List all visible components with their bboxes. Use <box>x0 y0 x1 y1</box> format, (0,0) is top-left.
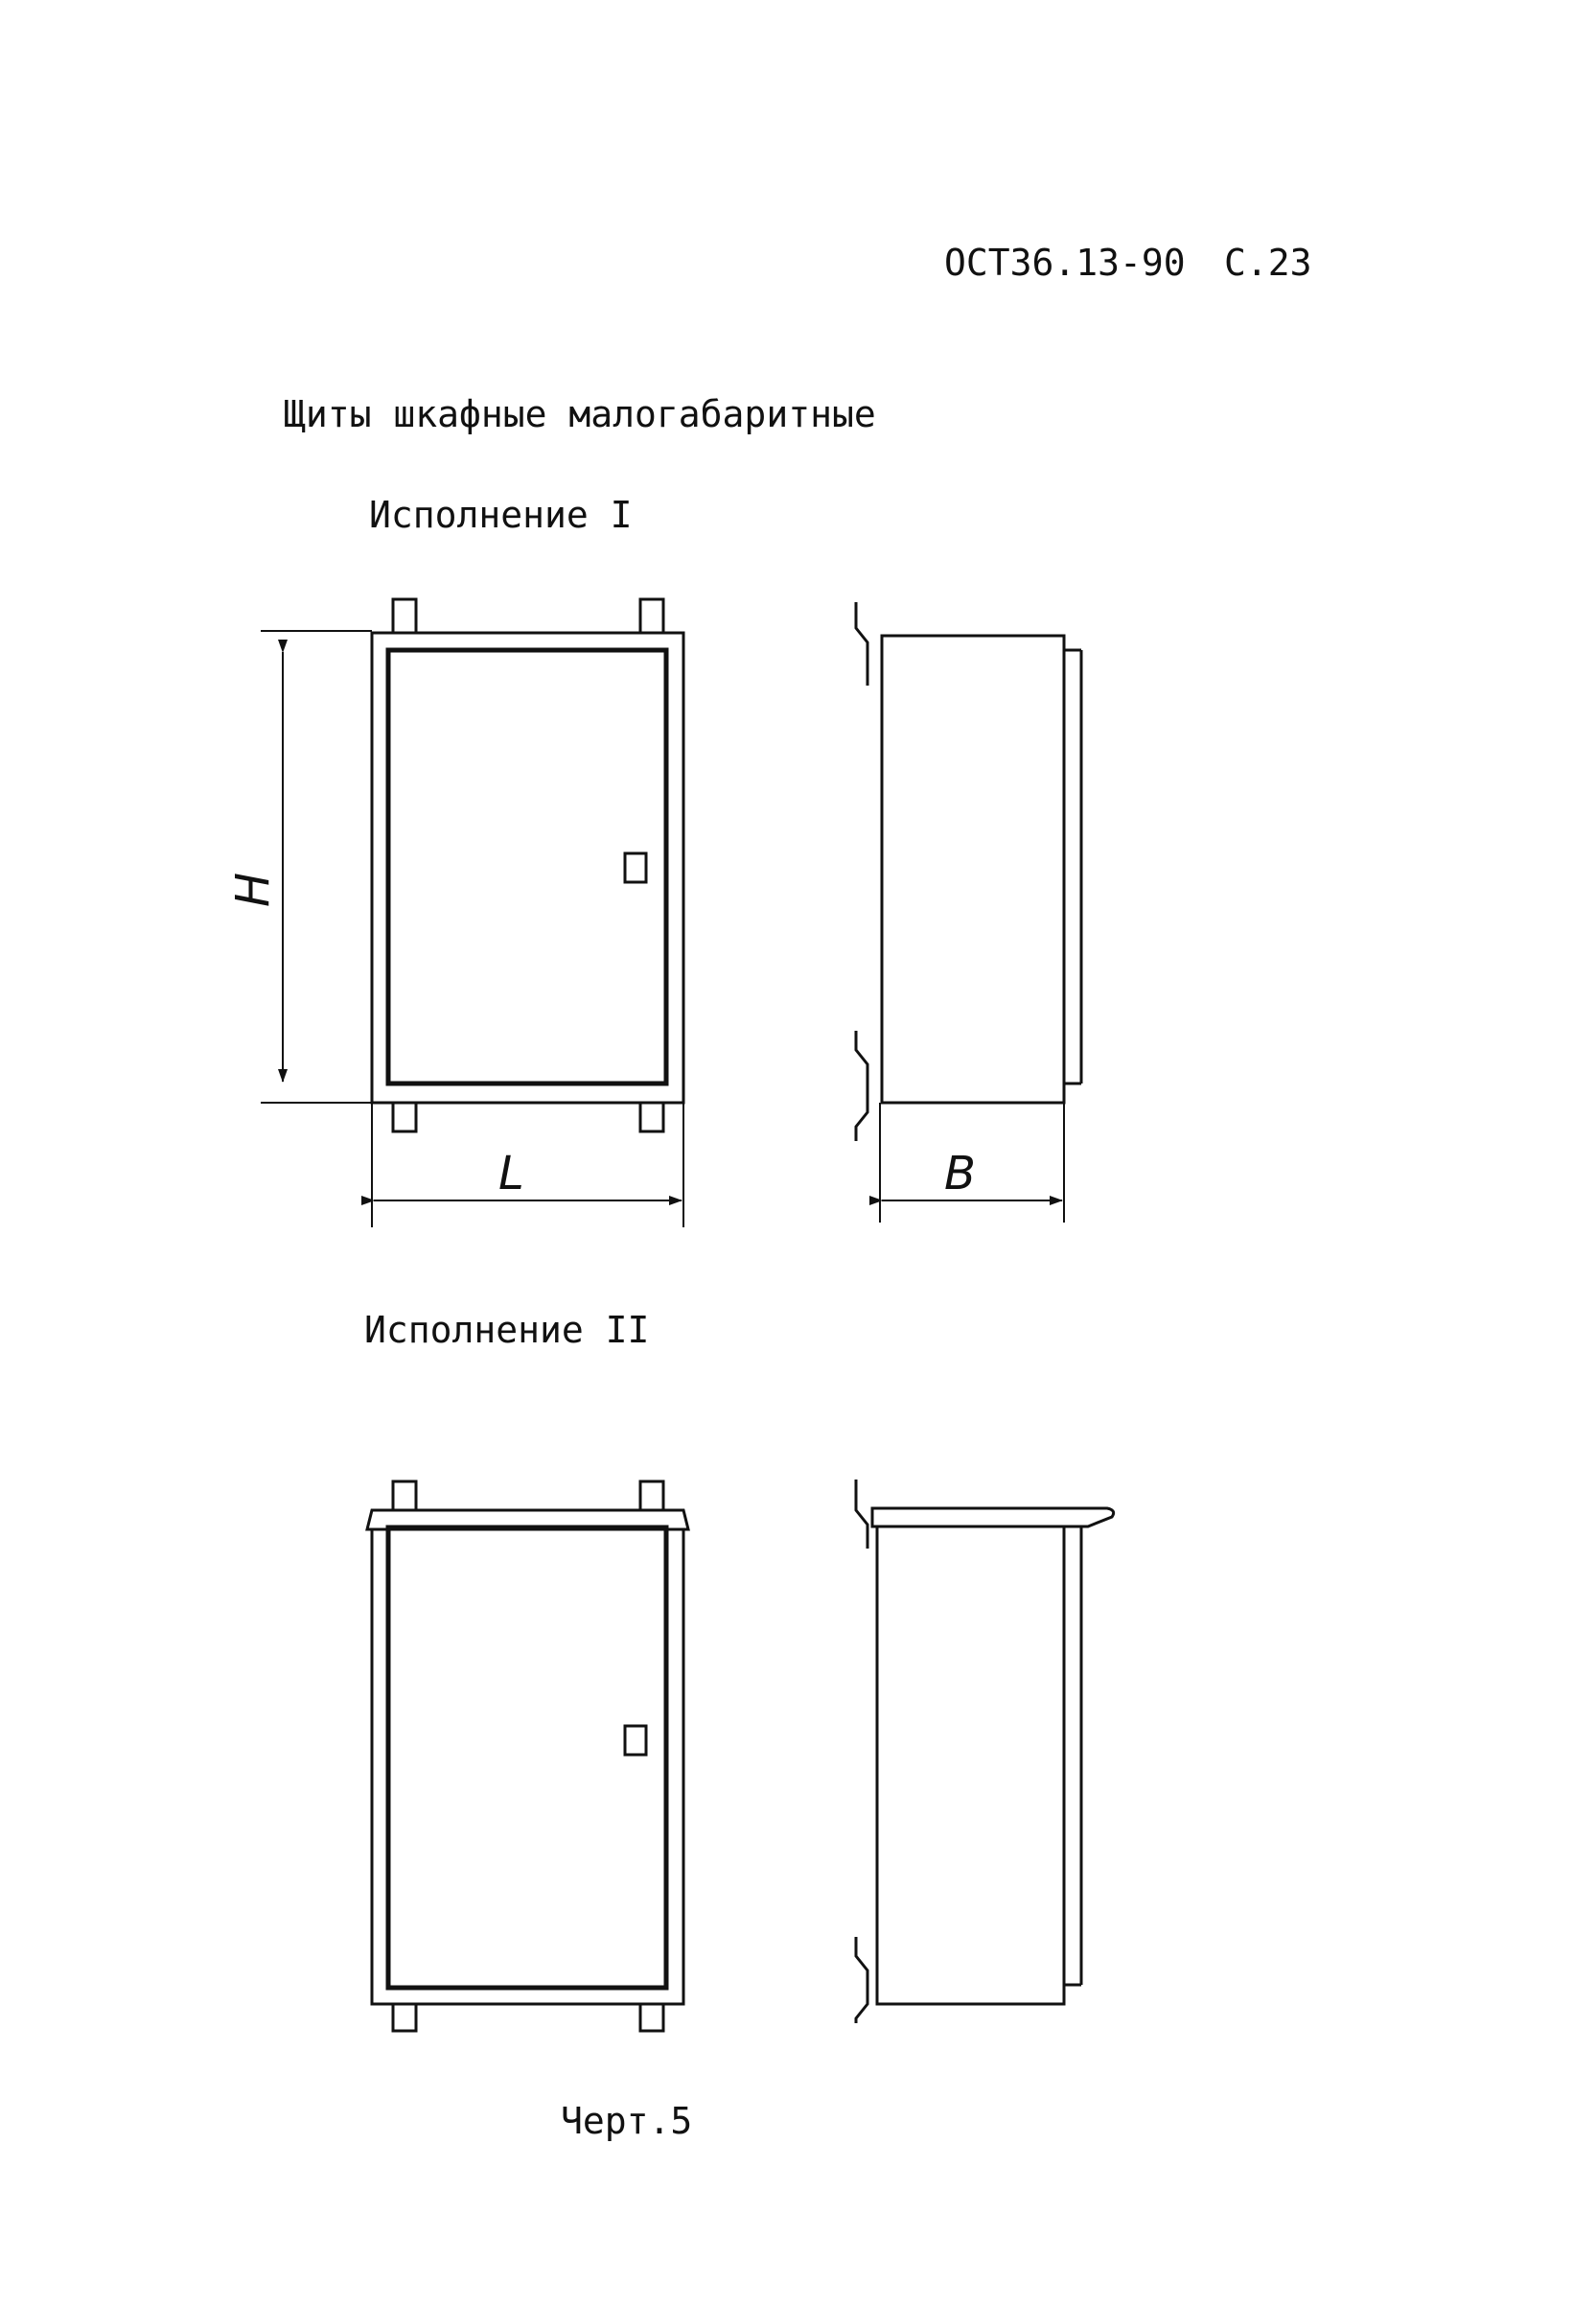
variant-1-side-view <box>856 602 1081 1141</box>
figure-caption: Черт.5 <box>561 2100 693 2142</box>
height-dimension <box>261 631 372 1103</box>
top-right-lug <box>640 599 663 633</box>
length-label: L <box>498 1147 524 1200</box>
cabinet-side <box>882 636 1064 1103</box>
cabinet-side <box>877 1526 1064 2004</box>
door-handle <box>625 1726 646 1755</box>
depth-label: B <box>944 1147 976 1200</box>
cabinet-body <box>372 633 683 1103</box>
length-dimension <box>372 1103 683 1227</box>
height-label: H <box>226 872 281 908</box>
document-code: ОСТ36.13-90 <box>944 242 1186 284</box>
bottom-right-lug <box>640 2004 663 2031</box>
door-handle <box>625 853 646 882</box>
bottom-left-lug <box>393 1103 416 1131</box>
page-number: С.23 <box>1224 242 1312 284</box>
top-left-lug <box>393 599 416 633</box>
bottom-right-lug <box>640 1103 663 1131</box>
section-title: Щиты шкафные малогабаритные <box>284 393 876 435</box>
cabinet-door <box>388 1527 666 1988</box>
variant-2-label: Исполнение II <box>364 1309 650 1351</box>
variant-1-front-view <box>372 599 683 1131</box>
top-right-lug <box>640 1481 663 1510</box>
variant-2-front-view <box>367 1481 688 2031</box>
canopy-side <box>872 1508 1114 1526</box>
variant-2-side-view <box>856 1480 1114 2023</box>
cabinet-body <box>372 1529 683 2004</box>
variant-1-label: Исполнение I <box>369 494 633 536</box>
bottom-left-lug <box>393 2004 416 2031</box>
top-left-lug <box>393 1481 416 1510</box>
